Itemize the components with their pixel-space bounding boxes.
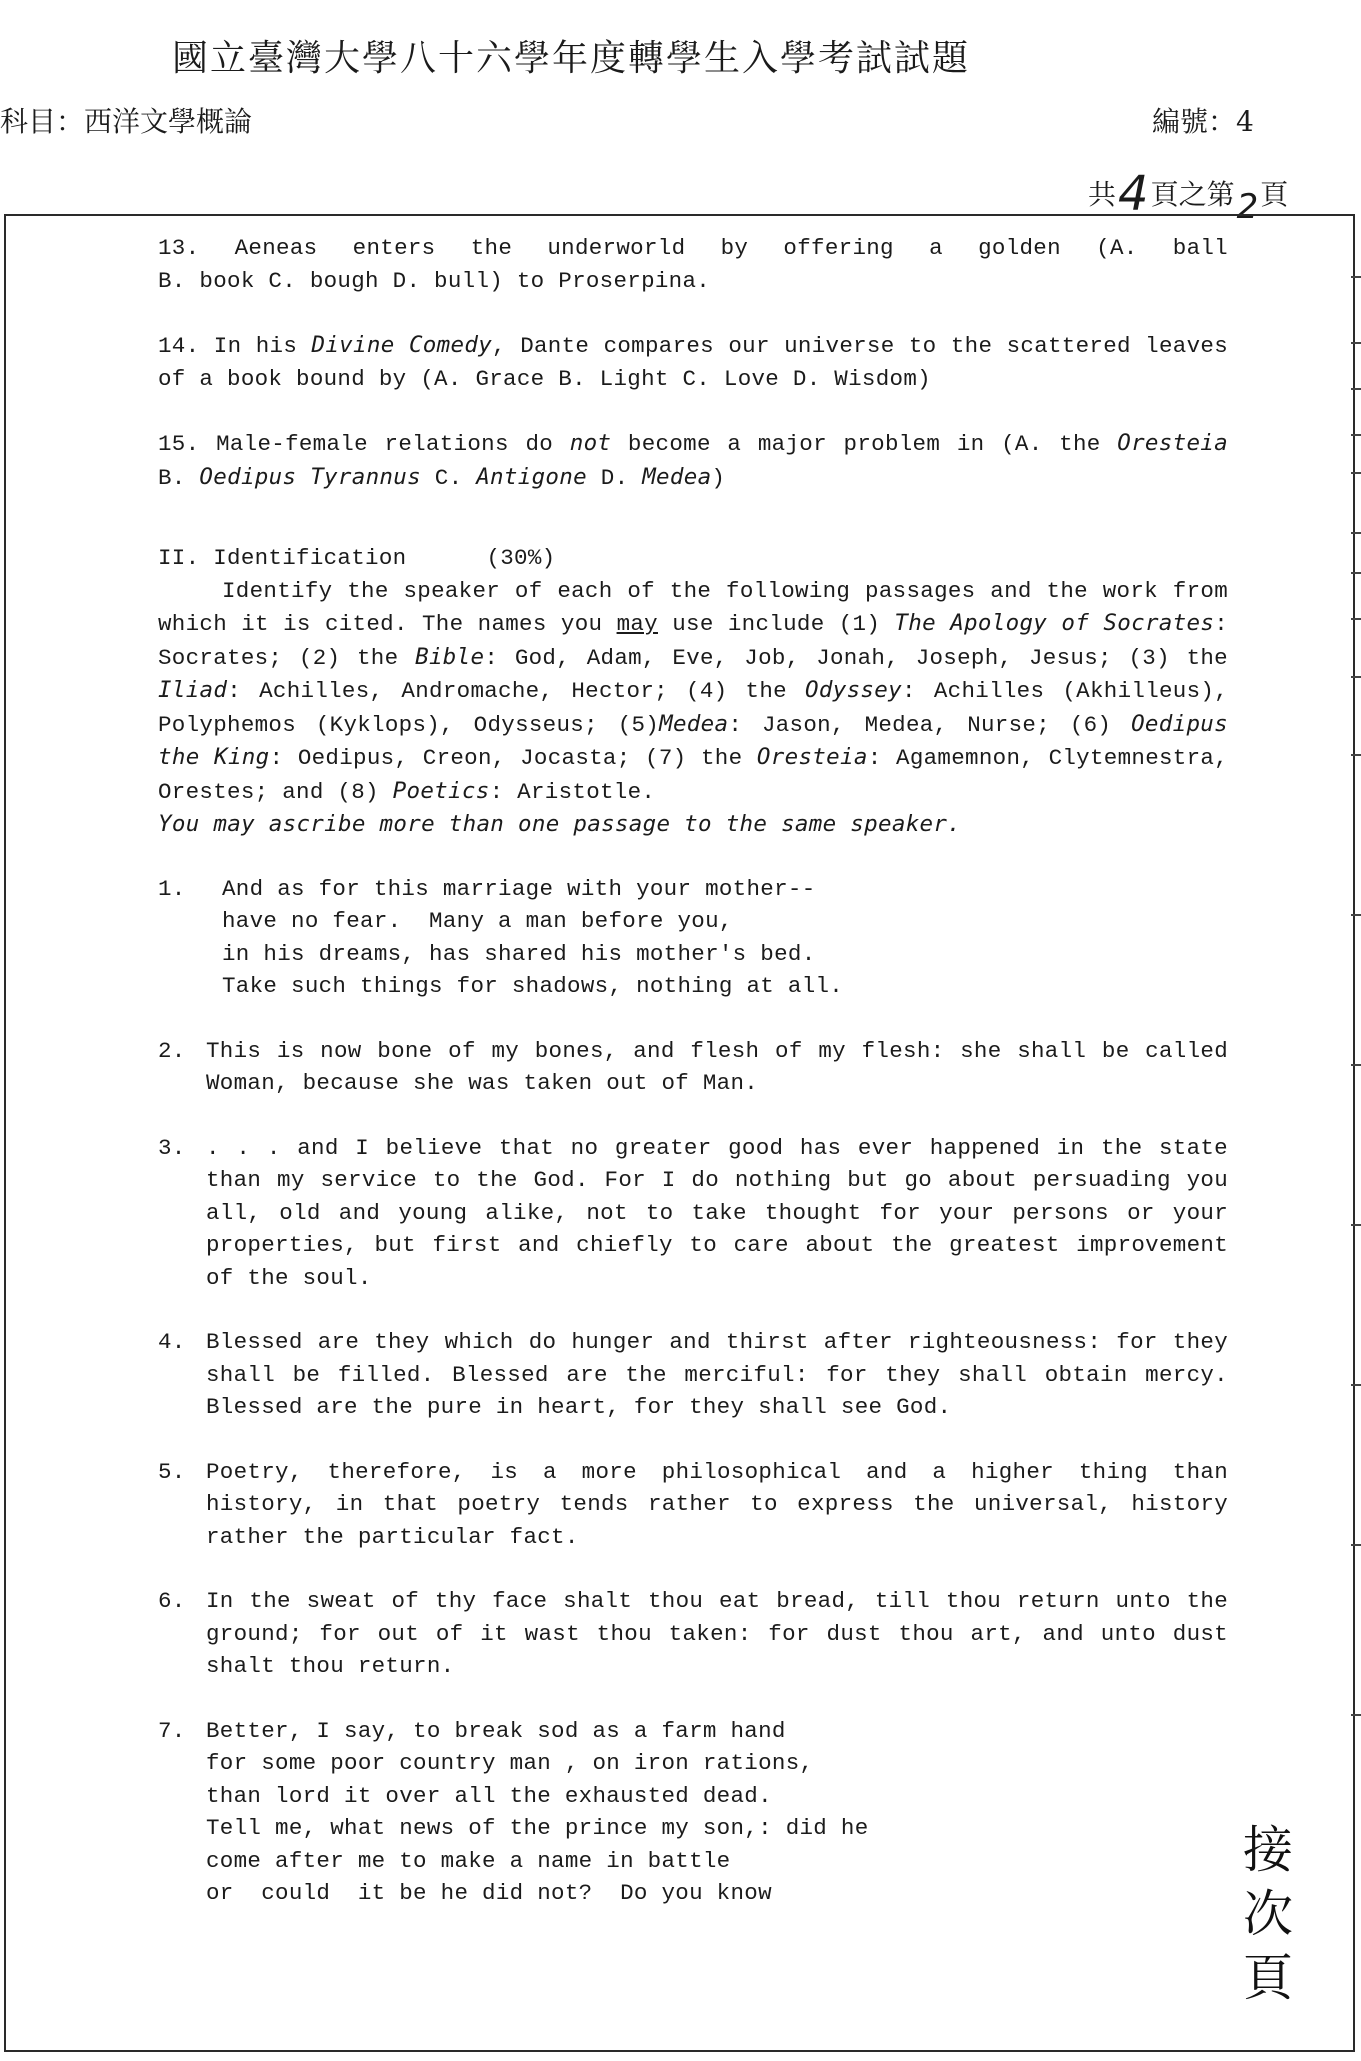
- subject-label: 科目：西洋文學概論: [0, 105, 253, 138]
- verse-line: come after me to make a name in battle: [206, 1847, 731, 1874]
- current-page: 2: [1236, 187, 1259, 227]
- edge-ticks: [1351, 214, 1361, 2052]
- page-prefix: 共: [1088, 178, 1117, 211]
- names-iliad: : Achilles, Andromache, Hector; (4) the: [227, 678, 806, 704]
- verse-line: for some poor country man , on iron rations,: [206, 1750, 814, 1776]
- work-title-medea: Medea: [642, 463, 712, 490]
- work-poetics: Poetics: [392, 777, 490, 804]
- work-title-divine-comedy: Divine Comedy: [311, 332, 493, 358]
- page-suffix: 頁: [1260, 178, 1289, 211]
- question-13-line2: B. book C. bough D. bull) to Proserpina.: [158, 267, 711, 294]
- passage-6: [158, 1585, 1228, 1683]
- section-2-title: II. Identification: [158, 545, 407, 571]
- code-number: 編號：4: [1152, 105, 1254, 138]
- passage-number: 7.: [158, 1717, 186, 1744]
- instructions-note: You may ascribe more than one passage to the same speaker.: [158, 811, 962, 837]
- passage-verse: [206, 1715, 1228, 1910]
- verse-line: And as for this marriage with your mother--: [222, 875, 816, 902]
- emphasis-may: may: [616, 611, 658, 637]
- instructions-text-a: Identify the speaker of each of the following passages and the work from which it is cited. The names you: [158, 577, 1228, 637]
- section-2-percent: (30%): [486, 545, 556, 571]
- instructions-text-b: use include (1): [657, 611, 895, 637]
- question-15: [158, 427, 1228, 494]
- question-13: [158, 232, 1228, 297]
- work-iliad: Iliad: [158, 677, 228, 703]
- names-oedipus: : Oedipus, Creon, Jocasta; (7) the: [269, 745, 757, 771]
- verse-line: Better, I say, to break sod as a farm hand: [206, 1717, 786, 1744]
- verse-line: or could it be he did not? Do you know: [206, 1880, 772, 1906]
- passage-number: 2.: [158, 1037, 186, 1064]
- section-2-heading: [158, 542, 1228, 575]
- verse-line: in his dreams, has shared his mother's bed.: [222, 940, 816, 967]
- work-title-antigone: Antigone: [476, 463, 587, 490]
- passage-1: [158, 873, 1228, 1003]
- question-14-text-a: 14. In his: [158, 333, 312, 359]
- passage-number: 5.: [158, 1458, 186, 1485]
- question-15-text-f: ): [711, 464, 726, 491]
- exam-title: 國立臺灣大學八十六學年度轉學生入學考試試題: [172, 38, 971, 79]
- passage-3: [158, 1132, 1228, 1295]
- passage-text: Blessed are they which do hunger and thirst after righteousness: for they shall be filled. Blessed are the merciful: for they shall obtain mercy. Blessed are the pure in heart, for they shall see God.: [206, 1329, 1228, 1420]
- passage-text: . . . and I believe that no greater good has ever happened in the state than my service to the God. For I do nothing but go about persuading you all, old and young alike, not to take thought for your persons or your properties, but first and chiefly to care about the greatest improvement of the soul.: [206, 1134, 1228, 1291]
- passage-5: [158, 1456, 1228, 1554]
- work-oresteia: Oresteia: [756, 744, 868, 770]
- names-odyssey: : Achilles (Akhilleus), Polyphemos (Kyklops), Odysseus; (5): [158, 678, 1229, 738]
- stamp-char: 接: [1243, 1821, 1293, 1879]
- names-medea: : Jason, Medea, Nurse; (6): [728, 711, 1132, 738]
- verse-line: have no fear. Many a man before you,: [222, 908, 733, 934]
- total-pages: 4: [1118, 166, 1149, 222]
- section-2-instructions: [158, 575, 1228, 841]
- work-odyssey: Odyssey: [805, 677, 902, 703]
- continue-next-page-note: [1238, 1818, 1298, 2010]
- stamp-char: 頁: [1243, 1949, 1293, 2007]
- page-indicator: [1088, 160, 1289, 227]
- work-apology: The Apology of Socrates: [894, 610, 1215, 636]
- passage-text: Poetry, therefore, is a more philosophical and a higher thing than history, in that poetry tends rather to express the universal, history rather the particular fact.: [206, 1458, 1228, 1550]
- passage-2: [158, 1035, 1228, 1100]
- exam-content: [158, 232, 1228, 1942]
- passage-number: 6.: [158, 1588, 186, 1614]
- question-14-text-b: , Dante compares our universe to the scattered leaves of a book bound by (A. Grace B. Light C. Love D. Wisdom): [158, 333, 1228, 392]
- work-bible: Bible: [415, 643, 485, 670]
- passage-4: [158, 1326, 1228, 1424]
- verse-line: than lord it over all the exhausted dead.: [206, 1782, 772, 1809]
- page-mid: 頁之第: [1150, 178, 1235, 211]
- passage-number: 4.: [158, 1329, 186, 1355]
- question-14: [158, 329, 1228, 395]
- question-15-text-c: B.: [158, 464, 200, 491]
- passage-text: In the sweat of thy face shalt thou eat bread, till thou return unto the ground; for out of it wast thou taken: for dust thou art, and unto dust shalt thou return.: [206, 1588, 1228, 1679]
- names-apology: : Socrates; (2) the: [158, 611, 1228, 671]
- verse-line: Take such things for shadows, nothing at all.: [222, 973, 844, 999]
- passage-7: [158, 1715, 1228, 1910]
- names-oresteia: : Agamemnon, Clytemnestra, Orestes; and (8): [158, 745, 1229, 805]
- work-oedipus-king: Oedipus the King: [158, 710, 1228, 770]
- passage-verse: [222, 873, 1228, 1003]
- question-15-text-d: C.: [420, 464, 477, 491]
- work-title-oedipus-tyrannus: Oedipus Tyrannus: [199, 463, 421, 490]
- verse-line: Tell me, what news of the prince my son,: did he: [206, 1815, 869, 1841]
- passage-number: 3.: [158, 1134, 186, 1161]
- names-poetics: : Aristotle.: [489, 778, 656, 805]
- question-15-text-e: D.: [586, 464, 643, 491]
- question-15-text-b: become a major problem in (A. the: [611, 431, 1118, 457]
- question-15-text-a: 15. Male-female relations do: [158, 431, 570, 457]
- stamp-char: 次: [1243, 1885, 1293, 1943]
- names-bible: : God, Adam, Eve, Job, Jonah, Joseph, Jesus; (3) the: [484, 644, 1228, 671]
- passage-text: This is now bone of my bones, and flesh of my flesh: she shall be called Woman, because she was taken out of Man.: [206, 1037, 1228, 1096]
- question-13-line1: 13. Aeneas enters the underworld by offering a golden (A. ball: [158, 235, 1228, 261]
- work-medea: Medea: [659, 710, 729, 737]
- work-title-oresteia: Oresteia: [1117, 430, 1229, 456]
- passage-number: 1.: [158, 875, 186, 902]
- emphasis-not: not: [569, 430, 612, 456]
